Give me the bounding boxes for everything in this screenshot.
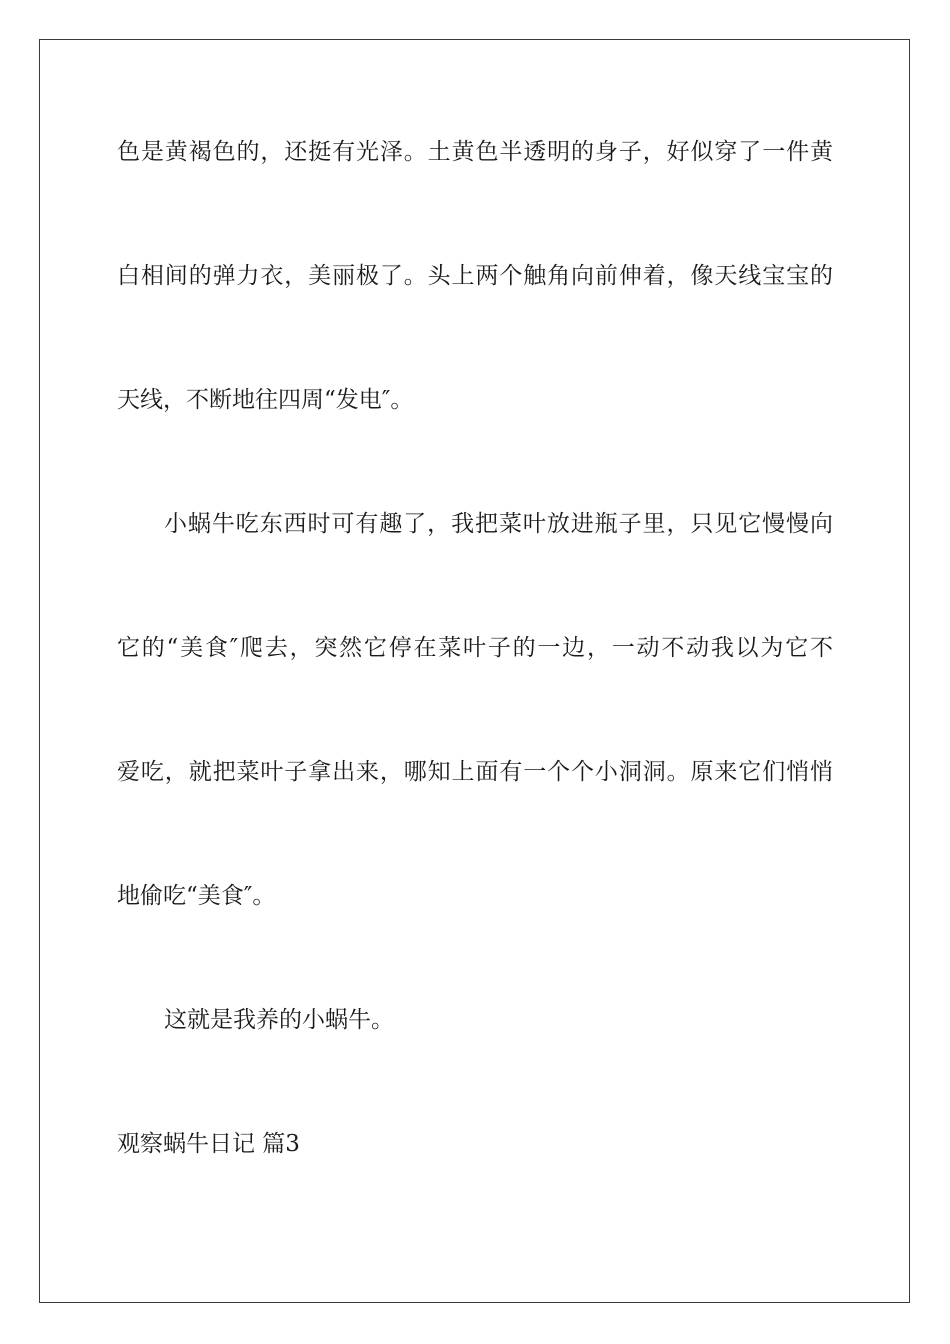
paragraph-2-line-2: 它的“美食″爬去，突然它停在菜叶子的一边，一动不动我以为它不 [117, 635, 833, 661]
paragraph-2-line-1: 小蜗牛吃东西时可有趣了，我把菜叶放进瓶子里，只见它慢慢向 [164, 511, 833, 537]
paragraph-1-line-3: 天线，不断地往四周“发电″。 [117, 387, 414, 413]
paragraph-2-line-3: 爱吃，就把菜叶子拿出来，哪知上面有一个个小洞洞。原来它们悄悄 [117, 759, 833, 785]
page-border [39, 39, 910, 1303]
paragraph-1-line-1: 色是黄褐色的，还挺有光泽。土黄色半透明的身子，好似穿了一件黄 [117, 139, 833, 165]
paragraph-1-line-2: 白相间的弹力衣，美丽极了。头上两个触角向前伸着，像天线宝宝的 [117, 263, 833, 289]
paragraph-2-line-4: 地偷吃“美食″。 [117, 883, 276, 909]
paragraph-3-line-1: 这就是我养的小蜗牛。 [164, 1007, 394, 1033]
section-heading: 观察蜗牛日记 篇3 [117, 1131, 300, 1157]
